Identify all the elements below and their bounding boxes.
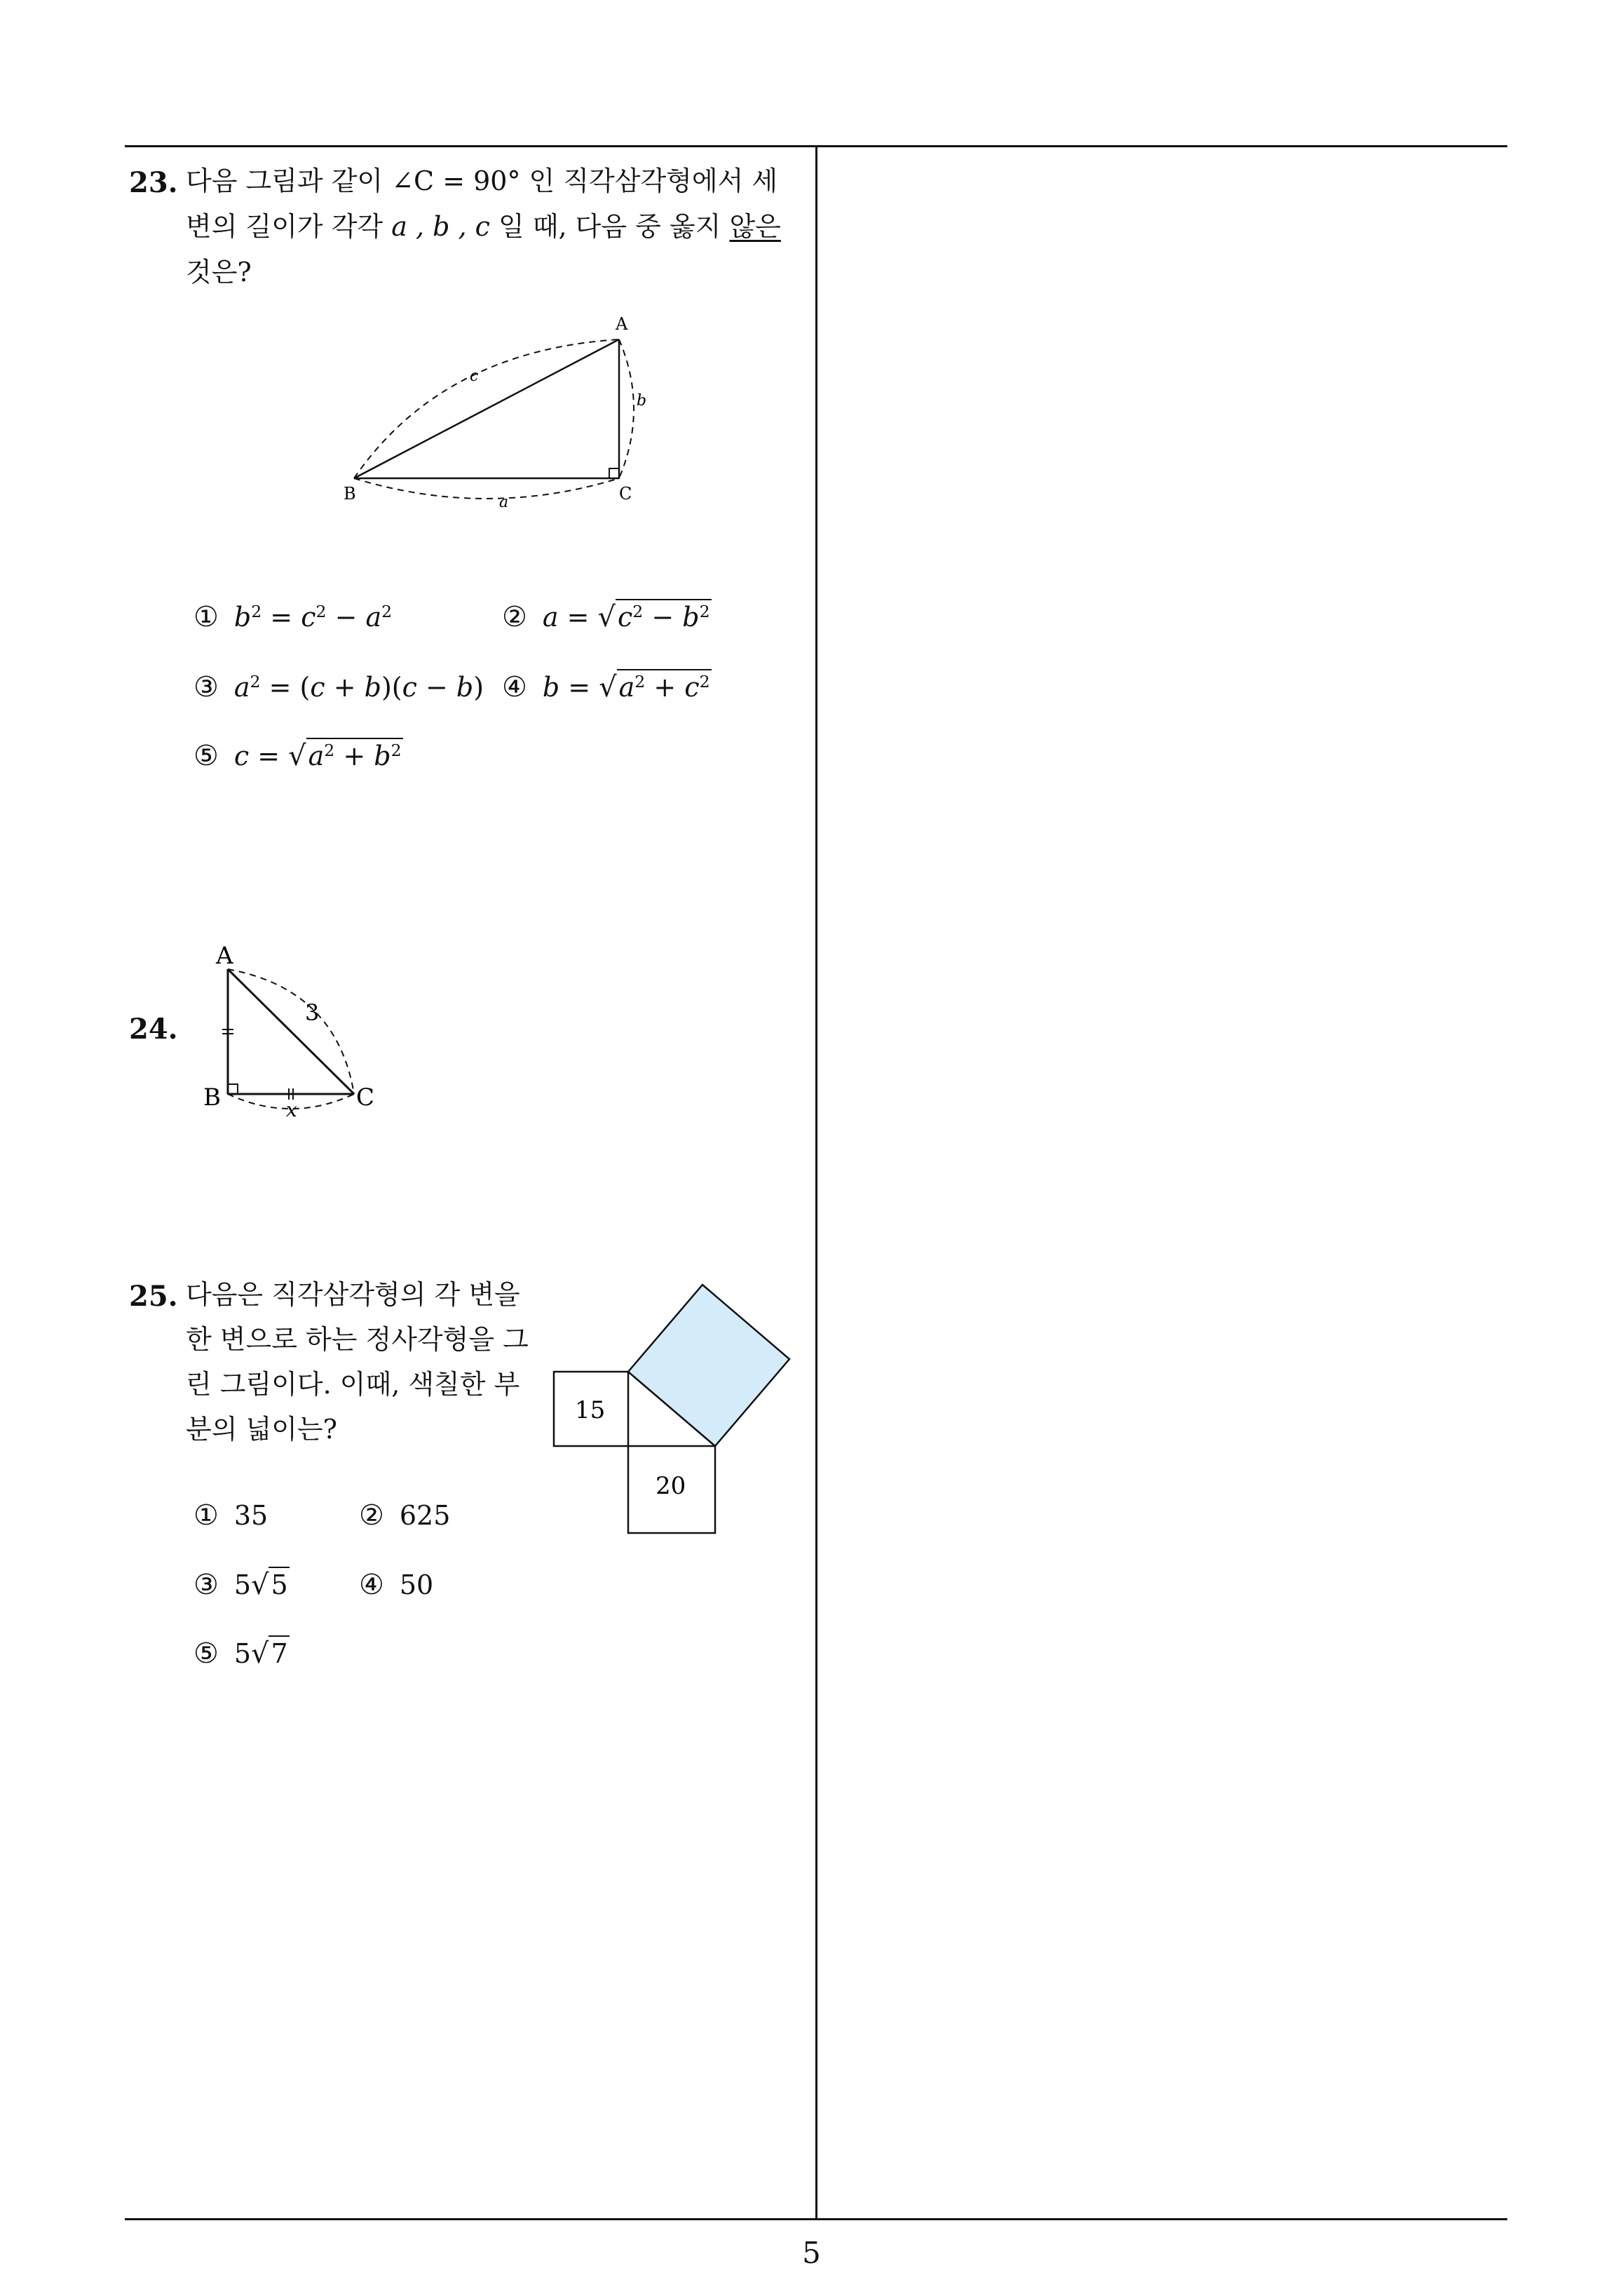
- option-marker: ③: [193, 671, 219, 703]
- option-3[interactable]: ③ 5√5: [193, 1571, 290, 1600]
- option-2[interactable]: [359, 1499, 451, 1532]
- option-coefficient: 5: [233, 1569, 252, 1600]
- side-label-c: c: [470, 367, 479, 385]
- question-text-line: 한 변으로 하는 정사각형을 그: [186, 1324, 529, 1355]
- option-1[interactable]: ① $b^2 = c^2 - a^2$: [193, 601, 393, 633]
- option-marker: ④: [502, 671, 527, 703]
- question-text-line: 다음은 직각삼각형의 각 변을: [186, 1279, 520, 1310]
- bottom-rule: [125, 2218, 1507, 2220]
- question-text-line: 린 그림이다. 이때, 색칠한 부: [186, 1369, 520, 1400]
- vertex-label-b: B: [344, 484, 356, 504]
- hypotenuse-label: 3: [305, 999, 320, 1026]
- option-marker: ②: [359, 1499, 384, 1532]
- side-ac: [228, 969, 354, 1094]
- option-radicand: 7: [269, 1635, 289, 1669]
- option-value: 35: [233, 1500, 269, 1531]
- page-number: 5: [802, 2236, 821, 2270]
- question-number: 25.: [129, 1280, 178, 1313]
- option-5[interactable]: ⑤ 5√7: [193, 1640, 290, 1668]
- side-label-b: b: [637, 392, 647, 410]
- option-radicand: 5: [269, 1567, 289, 1600]
- option-coefficient: 5: [233, 1638, 252, 1669]
- text-segment: 변의 길이가 각각: [186, 211, 392, 242]
- arc-a: [354, 478, 619, 499]
- base-label: x: [286, 1098, 297, 1121]
- arc-b: [619, 339, 634, 478]
- option-1[interactable]: [193, 1499, 269, 1532]
- side-ab: [354, 339, 619, 478]
- option-marker: ⑤: [193, 740, 219, 772]
- vertex-label-c: C: [356, 1083, 375, 1112]
- underlined-word: 않은: [729, 211, 781, 242]
- right-angle-mark: [609, 468, 619, 478]
- option-3[interactable]: ③ $a^2 = (c + b)(c - b)$: [193, 671, 484, 703]
- vertex-label-a: A: [616, 314, 628, 334]
- right-triangle-figure: [330, 309, 666, 512]
- option-marker: ③: [193, 1569, 219, 1601]
- option-marker: ①: [193, 601, 219, 633]
- question-text-line: 다음 그림과 같이 ∠C = 90° 인 직각삼각형에서 세: [186, 166, 778, 196]
- pythagoras-squares-figure: [547, 1276, 799, 1557]
- side-label-a: a: [499, 494, 509, 511]
- option-4[interactable]: ④ $b = √a^2 + c^2$: [502, 673, 712, 702]
- option-marker: ①: [193, 1499, 219, 1532]
- option-marker: ④: [359, 1569, 384, 1601]
- square-20-label: 20: [656, 1472, 686, 1500]
- question-number: 24.: [129, 1013, 178, 1046]
- shaded-square: [628, 1285, 789, 1446]
- option-marker: ⑤: [193, 1637, 219, 1670]
- option-5[interactable]: ⑤ $c = √a^2 + b^2$: [193, 742, 403, 771]
- option-2[interactable]: ② $a = √c^2 - b^2$: [502, 603, 712, 632]
- side-variables: a , b , c: [391, 211, 490, 242]
- text-segment: 일 때, 다음 중 옳지: [489, 211, 730, 242]
- option-4[interactable]: [359, 1571, 433, 1599]
- isosceles-right-triangle-figure: [196, 933, 400, 1122]
- right-angle-mark: [228, 1084, 238, 1094]
- option-value: 50: [399, 1569, 434, 1600]
- option-value: 625: [399, 1500, 451, 1531]
- option-marker: ②: [502, 601, 527, 633]
- column-divider: [815, 145, 817, 2220]
- question-text-line: 것은?: [186, 257, 252, 288]
- question-text-line: 분의 넓이는?: [186, 1414, 337, 1445]
- vertex-label-b: B: [203, 1083, 221, 1112]
- question-number: 23.: [129, 166, 178, 199]
- question-text-line: [186, 211, 781, 243]
- vertex-label-a: A: [216, 942, 233, 970]
- vertex-label-c: C: [619, 484, 632, 504]
- square-15-label: 15: [575, 1396, 606, 1424]
